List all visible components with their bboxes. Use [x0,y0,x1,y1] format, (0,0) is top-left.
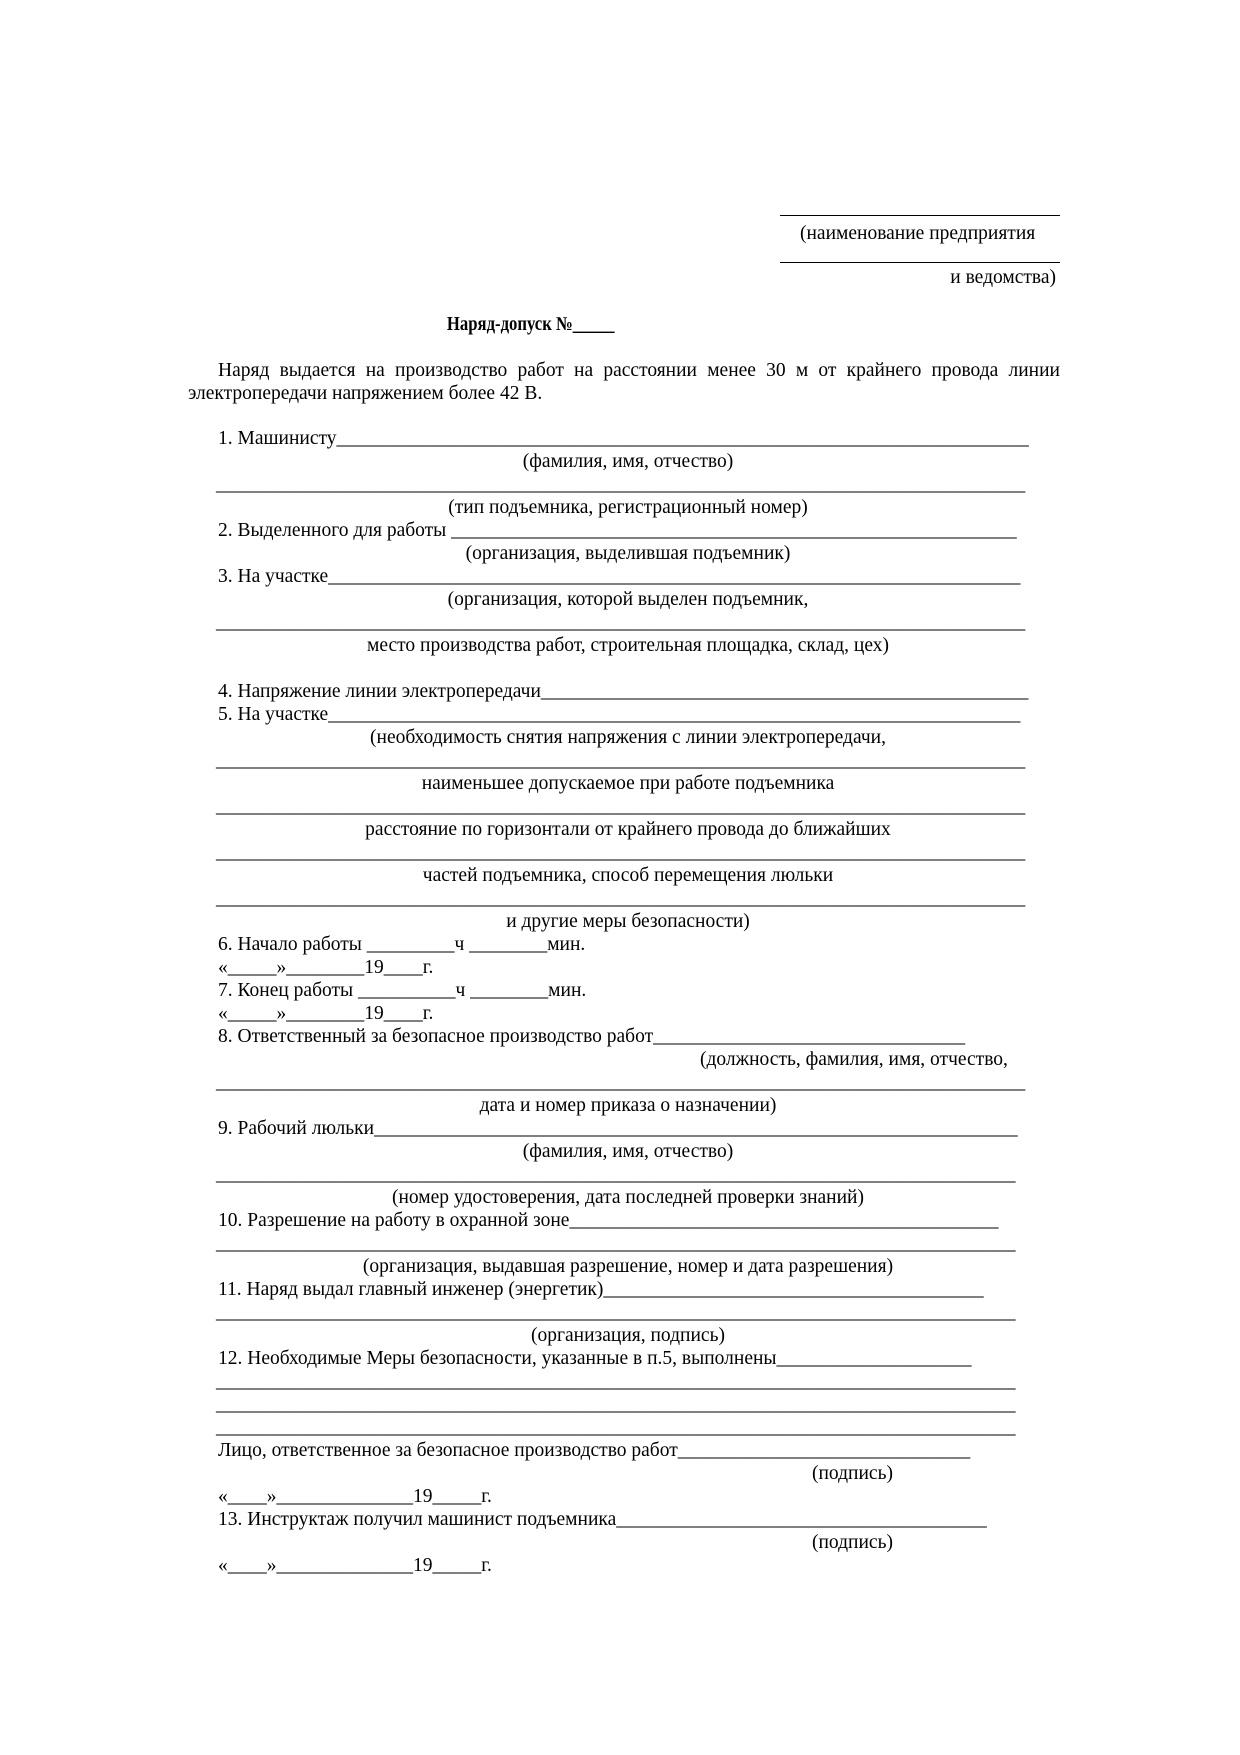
item-5-hint-5: и другие меры безопасности) [506,911,750,932]
item-3-hint-2: место производства работ, строительная площадка, склад, цех) [366,635,889,656]
org-name-hint: (наименование предприятия [800,223,1036,244]
item-7-date: «_____»________19____г. [218,1003,434,1024]
item-13-date: «____»______________19_____г. [218,1555,492,1576]
intro-line-1: Наряд выдается на производство работ на расстоянии менее 30 м от крайнего провода линии [218,360,1060,381]
item-9-hint: (фамилия, имя, отчество) [522,1141,734,1162]
item-5-site: 5. На участке_______________________________________________________________________ [218,704,1021,725]
org-name-line-1 [780,215,1060,216]
item-13-briefing: 13. Инструктаж получил машинист подъемника______________________________________ [218,1509,987,1530]
responsible-person: Лицо, ответственное за безопасное производство работ______________________________ [218,1440,971,1461]
org-name-line-2 [780,262,1060,263]
item-13-signature-hint: (подпись) [812,1532,893,1553]
blank-line-d: ___________________________________________________________________________________ [216,796,1026,817]
blank-line-h: __________________________________________________________________________________ [216,1164,1016,1185]
document-title: Наряд-допуск №_____ [446,314,615,335]
item-8-responsible: 8. Ответственный за безопасное производство работ________________________________ [218,1026,966,1047]
item-5-hint-2: наименьшее допускаемое при работе подъемника [421,773,835,794]
org-dept-hint: и ведомства) [950,267,1056,288]
item-12-measures: 12. Необходимые Меры безопасности, указанные в п.5, выполнены____________________ [218,1348,972,1369]
blank-line-c: ___________________________________________________________________________________ [216,750,1026,771]
item-5-hint-3: расстояние по горизонтали от крайнего провода до ближайших [365,819,891,840]
item-2-hint: (организация, выделившая подъемник) [465,543,791,564]
item-5-hint-1: (необходимость снятия напряжения с линии электропередачи, [370,727,886,748]
blank-line-a: ___________________________________________________________________________________ [216,474,1026,495]
item-10-permit: 10. Разрешение на работу в охранной зоне____________________________________________ [218,1210,999,1231]
item-7-end: 7. Конец работы __________ч ________мин. [218,980,587,1001]
blank-line-m: __________________________________________________________________________________ [216,1417,1016,1438]
intro-line-2: электропередачи напряжением более 42 В. [188,383,543,404]
item-8-hint-2: дата и номер приказа о назначении) [479,1095,777,1116]
item-8-hint: (должность, фамилия, имя, отчество, [700,1049,1008,1070]
item-2-allocated: 2. Выделенного для работы __________________________________________________________ [218,520,1017,541]
blank-line-g: ___________________________________________________________________________________ [216,1072,1026,1093]
blank-line-e: ___________________________________________________________________________________ [216,842,1026,863]
blank-line-b: ___________________________________________________________________________________ [216,612,1026,633]
item-1-hint-2: (тип подъемника, регистрационный номер) [448,497,808,518]
blank-line-k: __________________________________________________________________________________ [216,1371,1016,1392]
item-4-voltage: 4. Напряжение линии электропередачи__________________________________________________ [218,681,1029,702]
item-11-hint: (организация, подпись) [531,1325,725,1346]
item-6-start: 6. Начало работы _________ч ________мин. [218,934,586,955]
blank-line-i: __________________________________________________________________________________ [216,1233,1016,1254]
item-9-cradle-worker: 9. Рабочий люльки__________________________________________________________________ [218,1118,1018,1139]
item-11-issued-by: 11. Наряд выдал главный инженер (энергетик)_______________________________________ [218,1279,984,1300]
blank-line-l: __________________________________________________________________________________ [216,1394,1016,1415]
item-9-hint-2: (номер удостоверения, дата последней проверки знаний) [392,1187,864,1208]
responsible-signature-hint: (подпись) [812,1463,893,1484]
blank-line-j: __________________________________________________________________________________ [216,1302,1016,1323]
item-1-hint: (фамилия, имя, отчество) [522,451,734,472]
responsible-date: «____»______________19_____г. [218,1486,492,1507]
item-3-site: 3. На участке_______________________________________________________________________ [218,566,1021,587]
item-3-hint: (организация, которой выделен подъемник, [447,589,809,610]
blank-line-f: ___________________________________________________________________________________ [216,888,1026,909]
item-10-hint: (организация, выдавшая разрешение, номер и дата разрешения) [362,1256,894,1277]
item-6-date: «_____»________19____г. [218,957,434,978]
item-1-machinist: 1. Машинисту_______________________________________________________________________ [218,428,1029,449]
item-5-hint-4: частей подъемника, способ перемещения люльки [422,865,834,886]
